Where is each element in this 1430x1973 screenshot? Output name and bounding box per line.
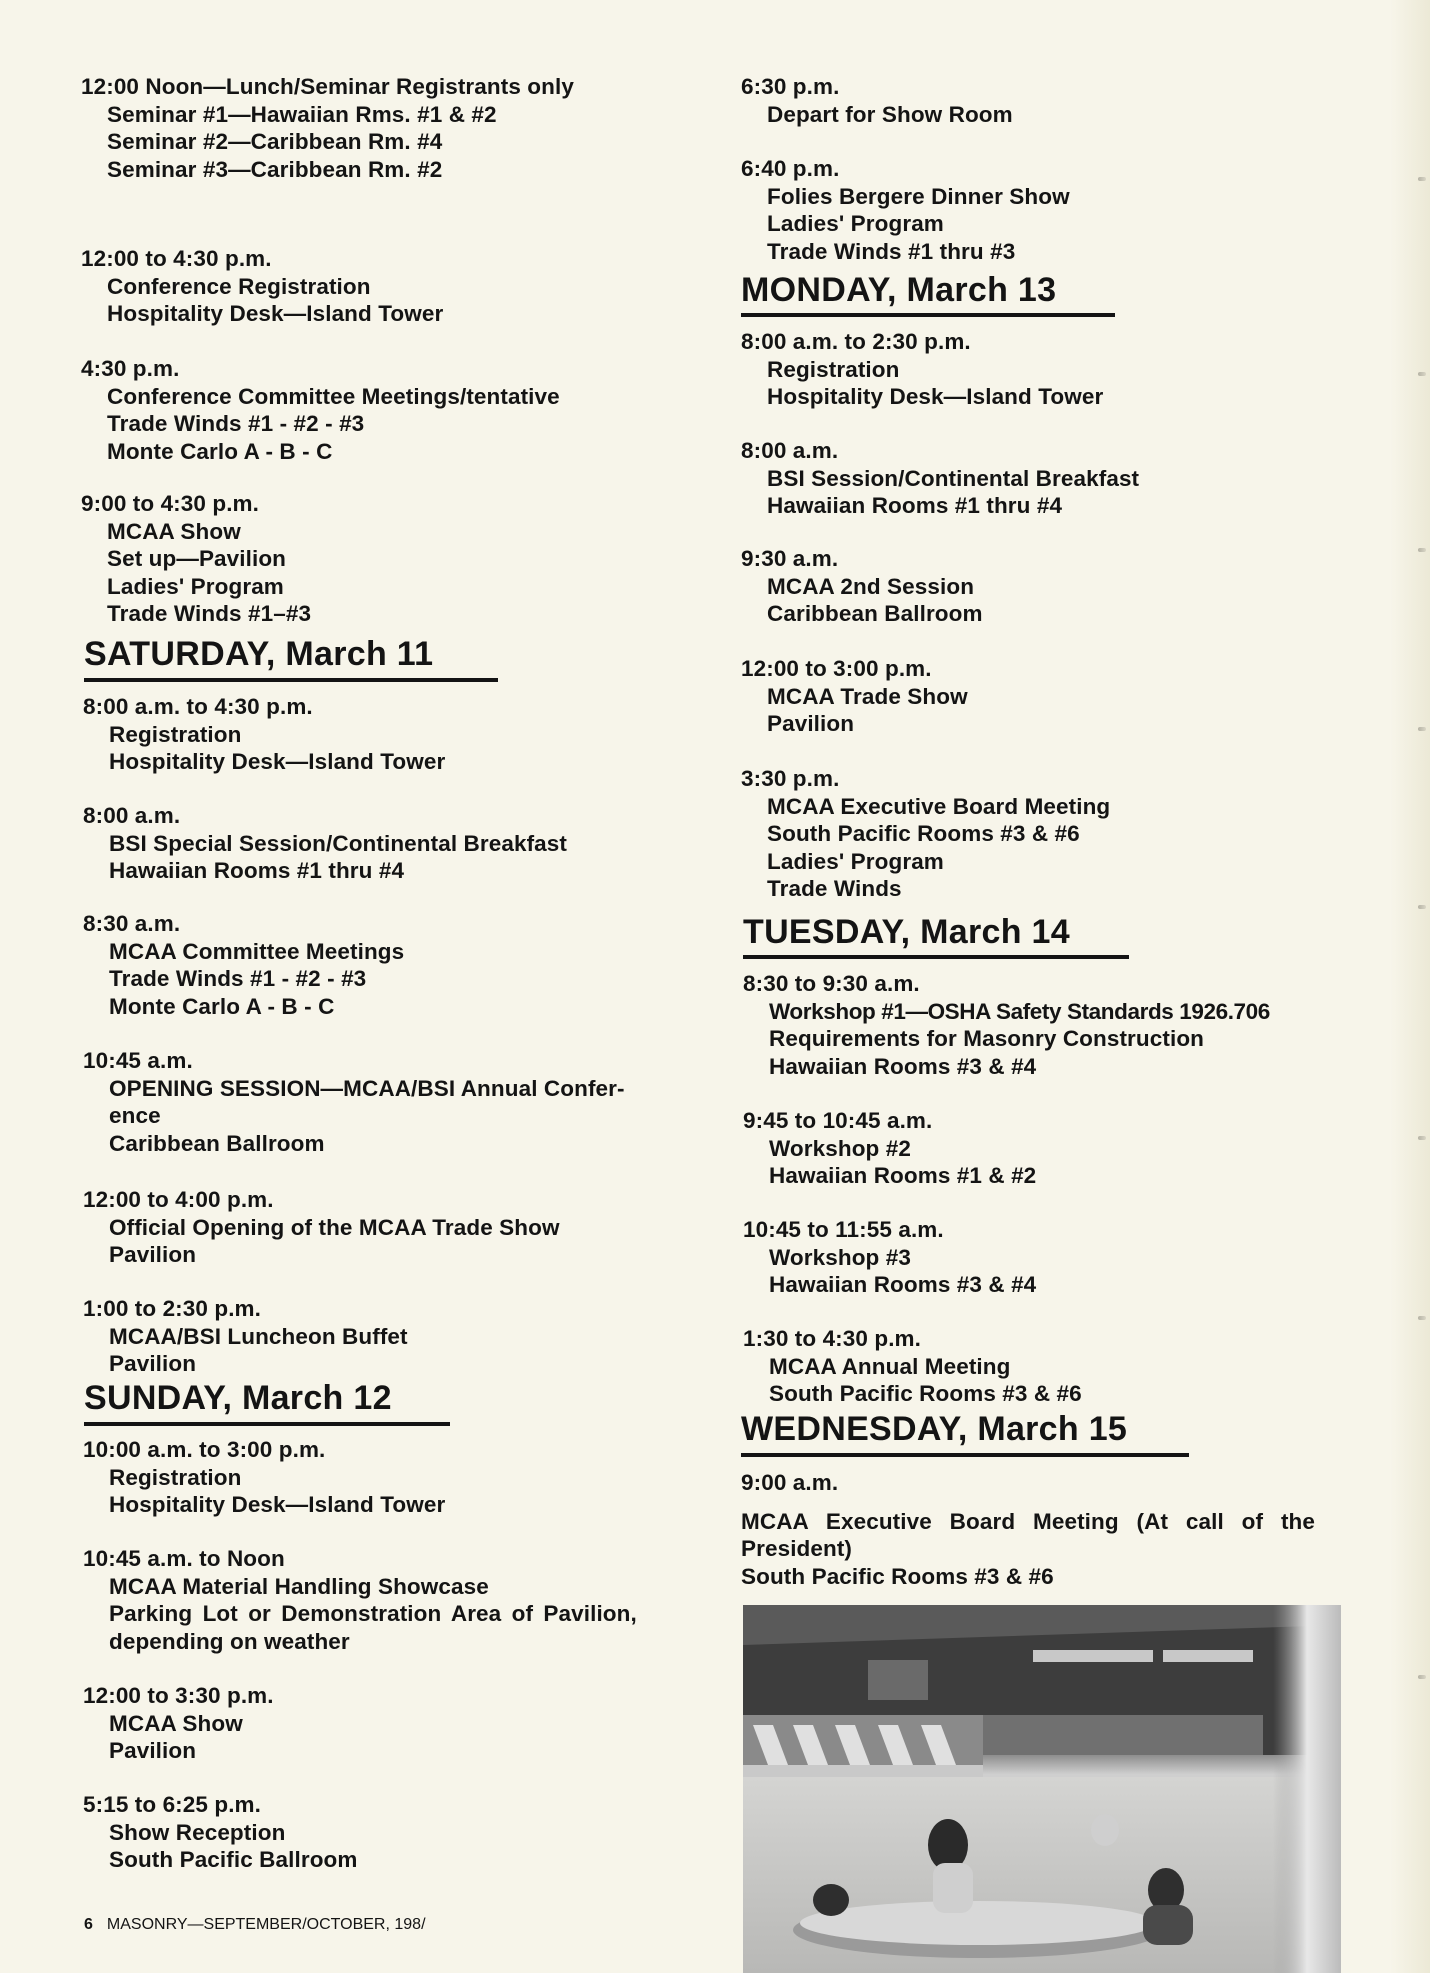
event-detail: Caribbean Ballroom (109, 1130, 325, 1156)
event-committee-meetings (81, 355, 560, 465)
event-time: 10:00 a.m. to 3:00 p.m. (83, 1437, 326, 1462)
event-bsi-special-session (83, 802, 567, 885)
event-detail: Registration (109, 721, 242, 747)
event-detail: Hawaiian Rooms #1 thru #4 (767, 493, 1063, 518)
event-workshop-1 (743, 970, 1270, 1080)
event-detail: Conference Registration (107, 273, 371, 299)
event-detail: South Pacific Rooms #3 & #6 (769, 1381, 1082, 1406)
event-detail: Hawaiian Rooms #3 & #4 (769, 1272, 1037, 1297)
event-detail: Show Reception (109, 1819, 286, 1845)
event-mcaa-show-setup (81, 490, 311, 628)
event-detail: Ladies' Program (767, 848, 944, 874)
event-annual-meeting (743, 1325, 1082, 1408)
event-time: 9:00 a.m. (741, 1470, 839, 1495)
event-bsi-session (741, 437, 1139, 520)
event-detail: MCAA Trade Show (767, 683, 968, 709)
heading-underline (84, 678, 498, 682)
event-detail: MCAA Executive Board Meeting (767, 793, 1111, 819)
event-detail: Seminar #2—Caribbean Rm. #4 (107, 129, 443, 154)
event-time: 8:30 to 9:30 a.m. (743, 971, 920, 996)
event-detail: Monte Carlo A - B - C (107, 438, 333, 464)
event-time: 3:30 p.m. (741, 766, 840, 791)
event-time: 6:40 p.m. (741, 156, 840, 181)
day-heading-wednesday: WEDNESDAY, March 15 (741, 1410, 1128, 1448)
event-detail: Seminar #3—Caribbean Rm. #2 (107, 156, 443, 182)
event-time: 6:30 p.m. (741, 74, 840, 99)
event-time: 12:00 to 4:00 p.m. (83, 1187, 274, 1212)
event-sunday-registration (83, 1436, 445, 1519)
event-detail: Requirements for Masonry Construction (769, 1026, 1205, 1051)
event-time: 12:00 to 3:30 p.m. (83, 1683, 274, 1708)
day-heading-tuesday: TUESDAY, March 14 (743, 913, 1070, 951)
page-footer (84, 1915, 426, 1935)
event-detail: South Pacific Ballroom (109, 1847, 358, 1872)
event-executive-board-meeting (741, 765, 1110, 903)
event-time: 9:30 a.m. (741, 546, 839, 571)
event-mcaa-2nd-session (741, 545, 983, 628)
event-sunday-mcaa-show (83, 1682, 274, 1765)
event-detail: MCAA Show (109, 1710, 243, 1736)
event-detail: Hospitality Desk—Island Tower (109, 1492, 446, 1517)
day-heading-saturday: SATURDAY, March 11 (84, 635, 434, 673)
event-workshop-3 (743, 1216, 1036, 1299)
event-detail: Pavilion (767, 711, 855, 736)
event-detail: Conference Committee Meetings/tentative (107, 383, 560, 409)
event-detail: MCAA/BSI Luncheon Buffet (109, 1323, 408, 1349)
event-detail: Registration (109, 1464, 242, 1490)
event-conference-registration (81, 245, 443, 328)
event-dinner-show (741, 155, 1070, 265)
event-detail: MCAA Show (107, 518, 241, 544)
event-time: 10:45 a.m. (83, 1048, 193, 1073)
page-number: 6 (84, 1916, 93, 1933)
event-detail: BSI Session/Continental Breakfast (767, 465, 1140, 491)
event-time: 1:00 to 2:30 p.m. (83, 1296, 262, 1321)
event-detail: Trade Winds #1 - #2 - #3 (107, 411, 365, 436)
event-time: 9:45 to 10:45 a.m. (743, 1108, 933, 1133)
day-heading-monday: MONDAY, March 13 (741, 271, 1057, 309)
heading-underline (741, 313, 1115, 317)
page-edge-shading (1390, 0, 1430, 1973)
event-time: 12:00 Noon—Lunch/Seminar Registrants only (81, 74, 574, 99)
waterfall (1273, 1605, 1341, 1973)
event-detail: BSI Special Session/Continental Breakfast (109, 830, 567, 856)
day-heading-sunday: SUNDAY, March 12 (84, 1379, 392, 1417)
event-detail: ence (109, 1103, 161, 1128)
event-detail: South Pacific Rooms #3 & #6 (741, 1563, 1054, 1589)
event-detail: Caribbean Ballroom (767, 601, 983, 626)
event-lunch-seminars (81, 73, 574, 183)
event-detail: MCAA Committee Meetings (109, 938, 405, 964)
swimmer (1091, 1814, 1119, 1846)
event-detail: MCAA Material Handling Showcase (109, 1573, 489, 1599)
event-detail: MCAA Executive Board Meeting (At call of the President) (741, 1508, 1315, 1561)
event-detail: Registration (767, 356, 900, 382)
event-opening-session (83, 1047, 625, 1157)
event-detail: Ladies' Program (107, 573, 284, 599)
event-time: 8:00 a.m. to 2:30 p.m. (741, 329, 971, 354)
pool-scene-illustration (743, 1605, 1341, 1973)
heading-underline (741, 1453, 1189, 1457)
event-detail: Workshop #1—OSHA Safety Standards 1926.706 (769, 998, 1270, 1024)
event-detail: Workshop #3 (769, 1244, 911, 1270)
event-time: 1:30 to 4:30 p.m. (743, 1326, 922, 1351)
event-detail: MCAA 2nd Session (767, 573, 975, 599)
event-detail: depending on weather (109, 1628, 350, 1654)
event-material-handling-showcase (83, 1545, 637, 1655)
event-detail: Trade Winds #1 - #2 - #3 (109, 966, 367, 991)
event-detail: Hospitality Desk—Island Tower (109, 749, 446, 774)
event-detail: South Pacific Rooms #3 & #6 (767, 821, 1080, 846)
event-detail: Workshop #2 (769, 1135, 911, 1161)
event-time: 4:30 p.m. (81, 356, 180, 381)
event-detail: OPENING SESSION—MCAA/BSI Annual Confer- (109, 1075, 625, 1101)
pool-photo (743, 1605, 1341, 1973)
event-detail: Set up—Pavilion (107, 546, 287, 571)
event-time: 12:00 to 4:30 p.m. (81, 246, 272, 271)
event-detail: Pavilion (109, 1738, 197, 1763)
event-workshop-2 (743, 1107, 1036, 1190)
event-detail: Hospitality Desk—Island Tower (107, 301, 444, 326)
event-monday-registration (741, 328, 1103, 411)
event-detail: Official Opening of the MCAA Trade Show (109, 1214, 560, 1240)
event-detail: Hospitality Desk—Island Tower (767, 384, 1104, 409)
event-wednesday-board-meeting (741, 1469, 1315, 1590)
event-luncheon-buffet (83, 1295, 408, 1378)
event-time: 10:45 to 11:55 a.m. (743, 1217, 944, 1242)
heading-underline (84, 1422, 450, 1426)
event-detail: Trade Winds (767, 876, 902, 901)
event-detail: Monte Carlo A - B - C (109, 993, 335, 1019)
event-detail: Trade Winds #1 thru #3 (767, 238, 1016, 264)
event-mcaa-committee-meetings (83, 910, 404, 1020)
event-time: 12:00 to 3:00 p.m. (741, 656, 932, 681)
event-detail: Trade Winds #1–#3 (107, 601, 312, 626)
swimmer (813, 1884, 849, 1916)
event-time: 5:15 to 6:25 p.m. (83, 1792, 262, 1817)
event-detail: Depart for Show Room (767, 101, 1013, 127)
event-time: 9:00 to 4:30 p.m. (81, 491, 260, 516)
event-detail: Hawaiian Rooms #1 thru #4 (109, 858, 405, 883)
event-detail: Parking Lot or Demonstration Area of Pavilion, (109, 1601, 637, 1626)
event-time: 8:00 a.m. (83, 803, 181, 828)
event-time: 8:00 a.m. to 4:30 p.m. (83, 694, 313, 719)
event-time: 10:45 a.m. to Noon (83, 1546, 285, 1571)
event-time: 8:00 a.m. (741, 438, 839, 463)
heading-underline (743, 955, 1129, 959)
event-detail: Folies Bergere Dinner Show (767, 183, 1070, 209)
event-detail: MCAA Annual Meeting (769, 1353, 1011, 1379)
event-detail: Seminar #1—Hawaiian Rms. #1 & #2 (107, 101, 497, 127)
event-detail: Hawaiian Rooms #1 & #2 (769, 1163, 1037, 1188)
event-show-reception (83, 1791, 358, 1874)
event-detail: Pavilion (109, 1351, 197, 1376)
event-detail: Pavilion (109, 1242, 197, 1267)
event-mcaa-trade-show (741, 655, 968, 738)
publication-line: MASONRY—SEPTEMBER/OCTOBER, 198/ (106, 1916, 426, 1933)
event-depart-show-room (741, 73, 1013, 128)
event-time: 8:30 a.m. (83, 911, 181, 936)
event-detail: Ladies' Program (767, 211, 944, 236)
event-detail: Hawaiian Rooms #3 & #4 (769, 1053, 1037, 1079)
event-trade-show-opening (83, 1186, 560, 1269)
event-saturday-registration (83, 693, 445, 776)
